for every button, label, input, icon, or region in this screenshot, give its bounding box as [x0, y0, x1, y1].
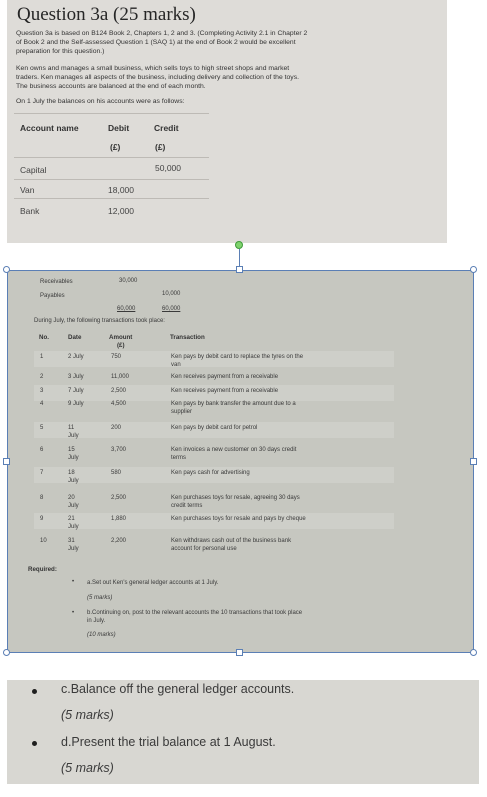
- col-amount: Amount: [109, 334, 133, 341]
- debit-unit: (£): [110, 142, 121, 152]
- resize-handle-top[interactable]: [236, 266, 243, 273]
- req-b-marks: (10 marks): [87, 632, 116, 638]
- bullet: •: [72, 579, 75, 585]
- transactions-photo[interactable]: [7, 270, 474, 653]
- question-header-photo: [7, 0, 447, 243]
- req-c-text: c.Balance off the general ledger accounts.: [61, 682, 295, 696]
- question-title: Question 3a (25 marks): [17, 4, 196, 25]
- payables-credit: 10,000: [162, 291, 181, 297]
- col-date: Date: [68, 334, 82, 341]
- bullet: [32, 741, 37, 746]
- tx-amount: 2,500: [111, 495, 127, 501]
- tx-date: 9 July: [68, 401, 84, 407]
- tx-date: 21: [68, 516, 75, 522]
- tx-description-line2: credit terms: [171, 503, 203, 509]
- tx-description: Ken receives payment from a receivable: [171, 374, 279, 380]
- req-c-marks: (5 marks): [61, 708, 114, 722]
- tx-description-line2: van: [171, 362, 181, 368]
- table-divider: [14, 198, 209, 199]
- row-capital-name: Capital: [20, 165, 47, 175]
- table-divider: [14, 179, 209, 180]
- resize-handle-top-right[interactable]: [470, 266, 477, 273]
- tx-date-line2: July: [68, 455, 79, 461]
- tx-amount: 2,500: [111, 388, 127, 394]
- tx-date-line2: July: [68, 478, 79, 484]
- resize-handle-bottom-left[interactable]: [3, 649, 10, 656]
- row-capital-credit: 50,000: [155, 163, 181, 173]
- tx-description: Ken receives payment from a receivable: [171, 388, 279, 394]
- row-bank-name: Bank: [20, 206, 40, 216]
- business-description: Ken owns and manages a small business, which sells toys to high street shops and market traders. Ken manages all aspects of the business, including delivery and collection of the toys. The business accounts are balanced at the end of each month.: [16, 65, 299, 90]
- tx-amount: 11,000: [111, 374, 129, 380]
- tx-description: Ken purchases toys for resale, agreeing 30 days: [171, 495, 300, 501]
- col-debit: Debit: [108, 123, 130, 133]
- resize-handle-bottom[interactable]: [236, 649, 243, 656]
- bullet: •: [72, 610, 75, 616]
- tx-no: 9: [40, 516, 44, 522]
- col-transaction: Transaction: [170, 334, 205, 341]
- tx-no: 1: [40, 354, 44, 360]
- tx-amount: 750: [111, 354, 122, 360]
- req-b-text-1: b.Continuing on, post to the relevant accounts the 10 transactions that took place: [87, 610, 303, 616]
- tx-date-line2: July: [68, 503, 79, 509]
- tx-description: Ken invoices a new customer on 30 days credit: [171, 447, 297, 453]
- tx-description: Ken pays cash for advertising: [171, 470, 250, 476]
- tx-no: 3: [40, 388, 44, 394]
- tx-amount: 2,200: [111, 538, 127, 544]
- col-no: No.: [39, 334, 49, 341]
- intro-text: Question 3a is based on B124 Book 2, Chapters 1, 2 and 3. (Completing Activity 2.1 in Chapter 2 of Book 2 and the Self-assessed Question 1 (SAQ 1) at the end of Book 2 would be excellent preparation for this question.): [16, 30, 308, 55]
- payables-name: Payables: [40, 293, 65, 299]
- tx-no: 8: [40, 495, 44, 501]
- tx-date-line2: July: [68, 433, 79, 439]
- tx-amount: 580: [111, 470, 122, 476]
- rotate-handle[interactable]: [235, 241, 243, 249]
- tx-date: 18: [68, 470, 75, 476]
- tx-date-line2: July: [68, 524, 79, 530]
- resize-handle-left[interactable]: [3, 458, 10, 465]
- row-van-debit: 18,000: [108, 185, 134, 195]
- req-d-marks: (5 marks): [61, 761, 114, 775]
- tx-date: 2 July: [68, 354, 84, 360]
- req-a-marks: (5 marks): [87, 595, 113, 601]
- tx-no: 4: [40, 401, 44, 407]
- table-divider: [14, 113, 209, 114]
- tx-date-line2: July: [68, 546, 79, 552]
- tx-date: 11: [68, 425, 75, 431]
- tx-no: 6: [40, 447, 44, 453]
- during-july-text: During July, the following transactions took place:: [34, 318, 165, 324]
- tx-amount: 1,880: [111, 516, 127, 522]
- tx-description: Ken pays by debit card for petrol: [171, 425, 258, 431]
- col-amount-unit: (£): [117, 342, 125, 349]
- table-divider: [14, 157, 209, 158]
- balances-intro: On 1 July the balances on his accounts were as follows:: [16, 98, 185, 105]
- tx-amount: 4,500: [111, 401, 127, 407]
- receivables-debit: 30,000: [119, 278, 138, 284]
- tx-date: 7 July: [68, 388, 84, 394]
- col-account-name: Account name: [20, 123, 79, 133]
- req-a-text: a.Set out Ken's general ledger accounts at 1 July.: [87, 580, 219, 586]
- row-van-name: Van: [20, 185, 35, 195]
- row-bank-debit: 12,000: [108, 206, 134, 216]
- tx-no: 7: [40, 470, 44, 476]
- total-credit: 60,000: [162, 306, 181, 312]
- requirements-photo: [7, 680, 479, 784]
- resize-handle-right[interactable]: [470, 458, 477, 465]
- tx-no: 2: [40, 374, 44, 380]
- tx-description-line2: supplier: [171, 409, 193, 415]
- resize-handle-top-left[interactable]: [3, 266, 10, 273]
- required-heading: Required:: [28, 566, 57, 573]
- bullet: [32, 689, 37, 694]
- tx-description-line2: account for personal use: [171, 546, 237, 552]
- req-d-text: d.Present the trial balance at 1 August.: [61, 735, 276, 749]
- tx-date: 15: [68, 447, 75, 453]
- resize-handle-bottom-right[interactable]: [470, 649, 477, 656]
- tx-description: Ken pays by debit card to replace the tyres on the: [171, 354, 304, 360]
- receivables-name: Receivables: [40, 279, 73, 285]
- tx-date: 20: [68, 495, 75, 501]
- req-b-text-2: in July.: [87, 618, 106, 624]
- tx-no: 10: [40, 538, 47, 544]
- credit-unit: (£): [155, 142, 166, 152]
- tx-amount: 200: [111, 425, 122, 431]
- tx-date: 31: [68, 538, 75, 544]
- tx-amount: 3,700: [111, 447, 127, 453]
- tx-date: 3 July: [68, 374, 84, 380]
- col-credit: Credit: [154, 123, 179, 133]
- tx-description: Ken purchases toys for resale and pays by cheque: [171, 516, 306, 522]
- tx-no: 5: [40, 425, 44, 431]
- tx-description: Ken pays by bank transfer the amount due to a: [171, 401, 296, 407]
- tx-description: Ken withdraws cash out of the business bank: [171, 538, 292, 544]
- total-debit: 60,000: [117, 306, 136, 312]
- tx-description-line2: terms: [171, 455, 186, 461]
